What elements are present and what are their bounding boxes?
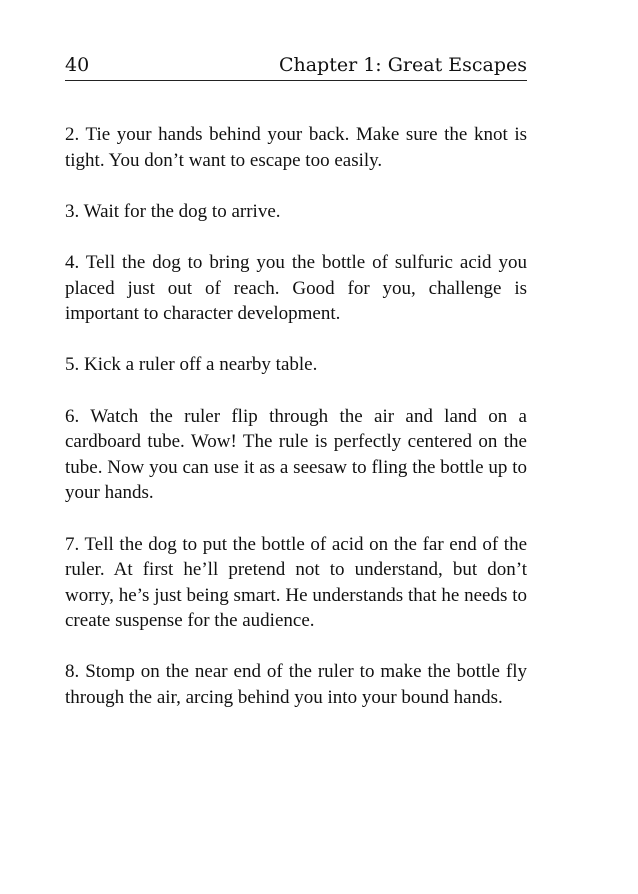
step-2: 2. Tie your hands behind your back. Make sure the knot is tight. You don’t want to escape too easily.: [65, 124, 527, 171]
page-number: 40: [65, 54, 90, 76]
step-3: 3. Wait for the dog to arrive.: [65, 200, 281, 222]
step-6: 6. Watch the ruler flip through the air and land on a cardboard tube. Wow! The rule is perfectly centered on the tube. Now you can use it as a seesaw to fling the bottle up to your hands.: [65, 405, 527, 504]
step-7: 7. Tell the dog to put the bottle of acid on the far end of the ruler. At first he’ll pretend not to understand, but don’t worry, he’s just being smart. He understands that he needs to create suspense for the audience.: [65, 533, 527, 632]
step-4: 4. Tell the dog to bring you the bottle of sulfuric acid you placed just out of reach. Good for you, challenge is important to character development.: [65, 251, 527, 325]
body-text: [65, 122, 527, 736]
running-header: [65, 52, 527, 81]
step-5: 5. Kick a ruler off a nearby table.: [65, 354, 318, 376]
chapter-title: Chapter 1: Great Escapes: [278, 54, 527, 76]
step-8: 8. Stomp on the near end of the ruler to make the bottle fly through the air, arcing behind you into your bound hands.: [65, 661, 527, 709]
